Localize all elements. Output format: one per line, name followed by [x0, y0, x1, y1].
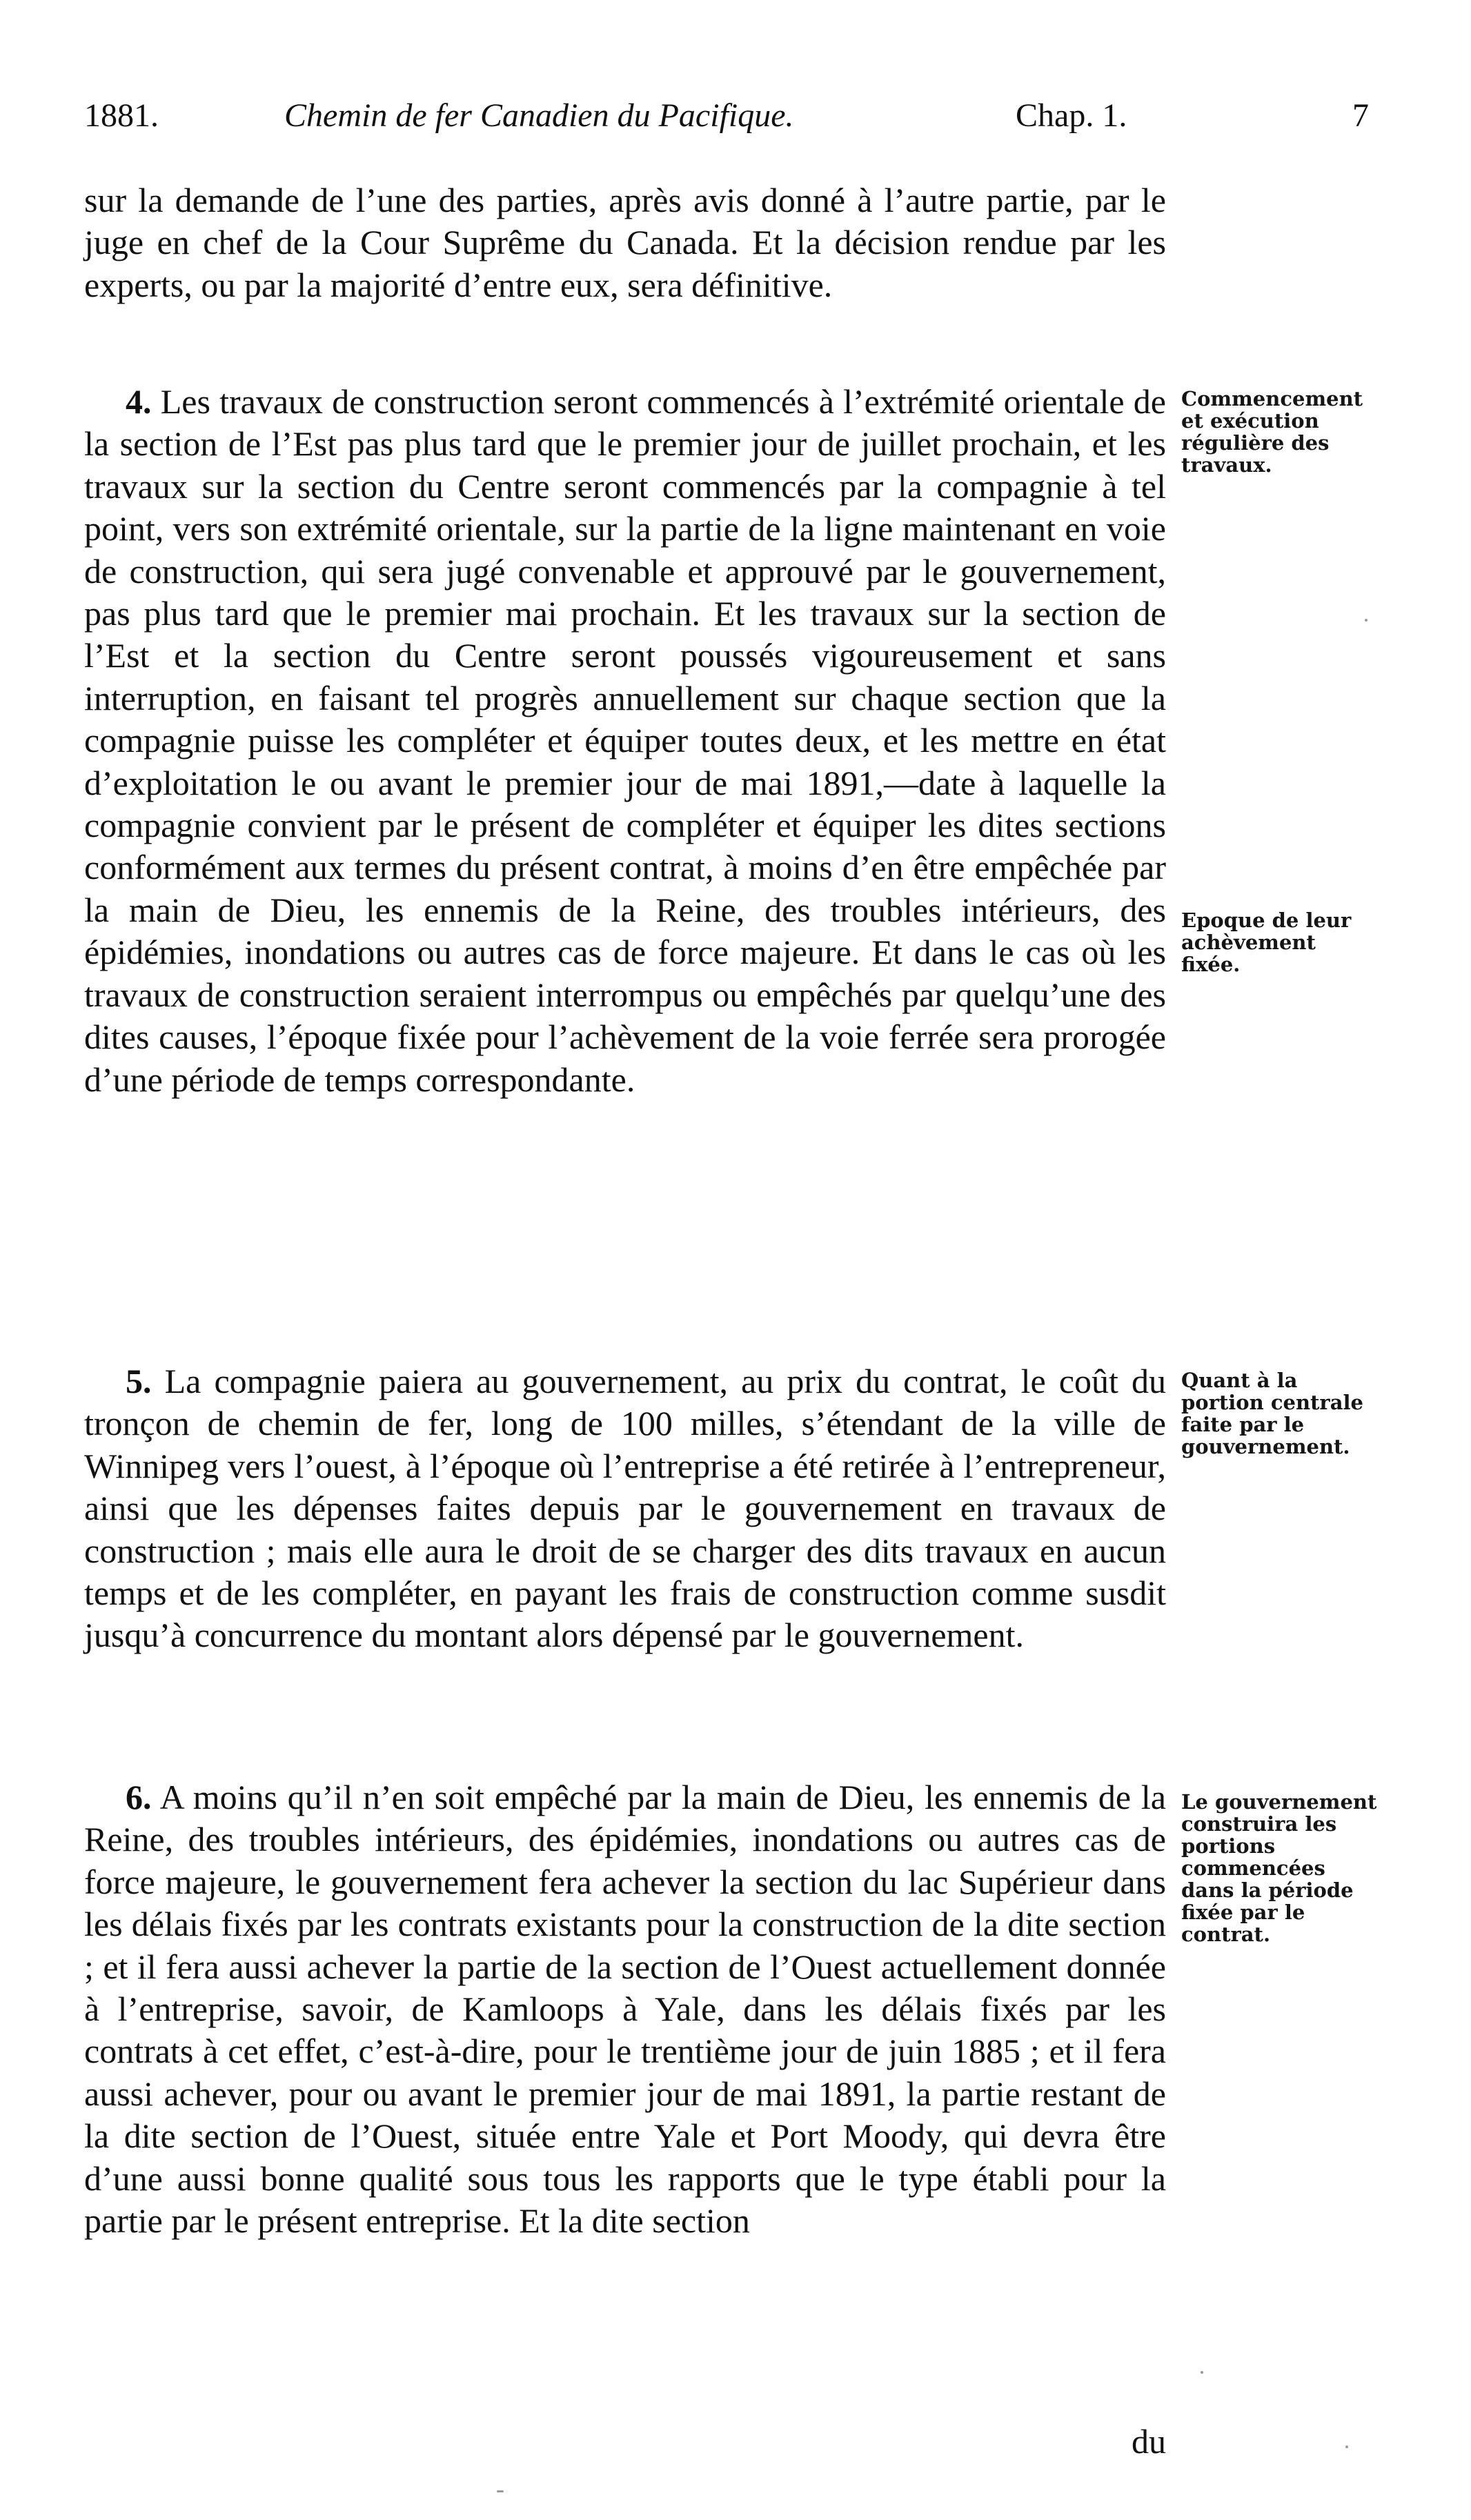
running-header [84, 97, 1368, 138]
paper-speck [1201, 2371, 1203, 2374]
paper-speck [497, 2490, 504, 2492]
section-5-text: La compagnie paiera au gouvernement, au prix du contrat, le coût du tronçon de chemin de fer, long de 100 milles, s’étendant de la ville de Winnipeg vers l’ouest, à l’époque où l’entreprise a été retirée à l’entrepreneur, ainsi que les dépenses faites depuis par le gouvernement en travaux de construction ; mais elle aura le droit de se charger des dits travaux en aucun temps et de les compléter, en payant les frais de construction comme susdit jusqu’à concurrence du montant alors dépensé par le gouvernement. [84, 1362, 1167, 1655]
section-4 [84, 381, 1166, 1101]
header-title: Chemin de fer Canadien du Pacifique. [284, 97, 794, 134]
section-5-number: 5. [126, 1362, 152, 1400]
header-chapter: Chap. 1. [1016, 97, 1127, 134]
paper-speck [1365, 619, 1368, 622]
margin-note-gouvernement: Le gouvernement construira les portions commencées dans la période fixée par le contrat. [1181, 1790, 1377, 1946]
continuation-paragraph [84, 179, 1166, 306]
margin-note-commencement: Commencement et exécution régulière des travaux. [1181, 387, 1363, 477]
section-6-number: 6. [126, 1778, 152, 1816]
section-4-number: 4. [126, 382, 152, 421]
section-5 [84, 1360, 1166, 1657]
continuation-text: sur la demande de l’une des parties, après avis donné à l’autre partie, par le juge en chef de la Cour Suprême du Canada. Et la décision rendue par les experts, ou par la majorité d’entre eux, sera définitive. [84, 181, 1166, 304]
catchword: du [1132, 2422, 1166, 2461]
section-6 [84, 1776, 1166, 2242]
section-4-text: Les travaux de construction seront commencés à l’extrémité orientale de la section de l’Est pas plus tard que le premier jour de juillet prochain, et les travaux sur la section du Centre seront commencés par la compagnie à tel point, vers son extrémité orientale, sur la partie de la ligne maintenant en voie de construction, qui sera jugé convenable et approuvé par le gouvernement, pas plus tard que le premier mai prochain. Et les travaux sur la section de l’Est et la section du Centre seront poussés vigoureusement et sans interruption, en faisant tel progrès annuellement sur chaque section que la compagnie puisse les compléter et équiper toutes deux, et les mettre en état d’exploitation le ou avant le premier jour de mai 1891,—date à laquelle la compagnie convient par le présent de compléter et équiper les dites sections conformément aux termes du présent contrat, à moins d’en être empêchée par la main de Dieu, les ennemis de la Reine, des troubles intérieurs, des épidémies, inondations ou autres cas de force majeure. Et dans le cas où les travaux de construction seraient interrompus ou empêchés par quelqu’une des dites causes, l’époque fixée pour l’achèvement de la voie ferrée sera prorogée d’une période de temps correspondante. [84, 382, 1166, 1099]
page-number: 7 [1352, 97, 1369, 134]
header-year: 1881. [84, 97, 159, 134]
section-6-text: A moins qu’il n’en soit empêché par la main de Dieu, les ennemis de la Reine, des troubles intérieurs, des épidémies, inondations ou autres cas de force majeure, le gouvernement fera achever la section du lac Supérieur dans les délais fixés par les contrats existants pour la construction de la dite section ; et il fera aussi achever la partie de la section de l’Ouest actuellement donnée à l’entreprise, savoir, de Kamloops à Yale, dans les délais fixés par les contrats à cet effet, c’est-à-dire, pour le trentième jour de juin 1885 ; et il fera aussi achever, pour ou avant le premier jour de mai 1891, la partie restant de la dite section de l’Ouest, située entre Yale et Port Moody, qui devra être d’une aussi bonne qualité sous tous les rapports que le type établi pour la partie par le présent entreprise. Et la dite section [84, 1778, 1166, 2241]
paper-speck [1345, 2445, 1348, 2448]
margin-note-portion-centrale: Quant à la portion centrale faite par le gouvernement. [1181, 1369, 1363, 1458]
margin-note-epoque: Epoque de leur achèvement fixée. [1181, 909, 1352, 976]
